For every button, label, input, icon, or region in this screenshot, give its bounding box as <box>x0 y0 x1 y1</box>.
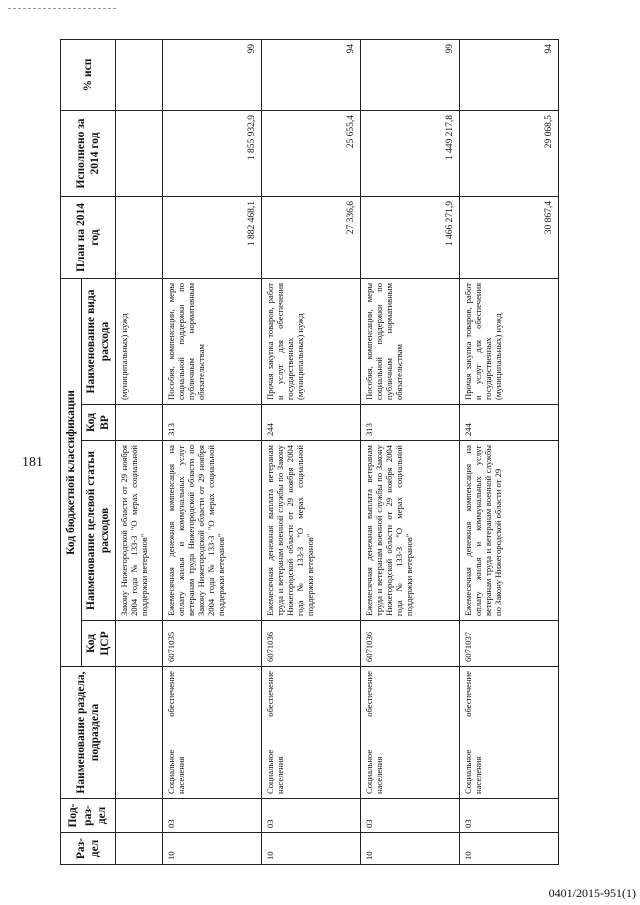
cell-podrazdel: 03 <box>459 799 558 833</box>
table-row <box>261 39 360 864</box>
header-group: Код бюджетной классификации <box>61 278 82 666</box>
cell-kod-csr: 6071036 <box>261 621 360 667</box>
cell-ispolneno: 25 655,4 <box>261 110 360 196</box>
cell-razdel: 10 <box>459 833 558 865</box>
cell-vid: Прочая закупка товаров, работ и услуг для обеспечения государственных (муниципальных) нужд <box>261 278 360 404</box>
cell-empty <box>115 799 162 833</box>
cell-naim-razdela <box>459 667 558 799</box>
cell-empty <box>115 833 162 865</box>
cell-celevaya: Ежемесячная денежная компенсация на оплату жилья и коммунальных услуг ветеранам труда и ветеранам военной службы по Закону Нижегородской области от 29 <box>459 441 558 621</box>
naim-razdela-part: обеспечение <box>462 671 473 717</box>
cell-podrazdel: 03 <box>360 799 459 833</box>
cell-naim-razdela <box>360 667 459 799</box>
table-row <box>162 39 261 864</box>
cell-plan: 1 466 271,9 <box>360 196 459 278</box>
cell-kod-vr: 313 <box>162 405 261 441</box>
header-razdel: Раз-дел <box>61 833 116 865</box>
table-row <box>360 39 459 864</box>
cell-vid: Пособия, компенсации, меры социальной поддержки по публичным нормативным обязательствам <box>360 278 459 404</box>
header-naim-celevoi: Наименование целевой статьи расходов <box>82 441 116 621</box>
cell-kod-vr: 244 <box>261 405 360 441</box>
cell-kod-vr: 313 <box>360 405 459 441</box>
naim-razdela-part: обеспечение <box>363 671 374 717</box>
cell-razdel: 10 <box>162 833 261 865</box>
cell-plan: 27 336,6 <box>261 196 360 278</box>
cell-razdel: 10 <box>261 833 360 865</box>
cell-empty <box>115 110 162 196</box>
cell-plan: 30 867,4 <box>459 196 558 278</box>
header-kod-csr: Код ЦСР <box>82 621 116 667</box>
cell-plan: 1 882 468,1 <box>162 196 261 278</box>
header-ispolneno: Исполнено за 2014 год <box>61 110 116 196</box>
table-row <box>459 39 558 864</box>
top-dashed-rule <box>8 8 116 9</box>
naim-razdela-part: Социальное <box>165 749 176 794</box>
cell-percent: 94 <box>261 39 360 110</box>
cell-podrazdel: 03 <box>162 799 261 833</box>
cell-celevaya: Ежемесячная денежная компенсация на оплату жилья и коммунальных услуг ветеранам труда Нижегородской области по Закону Нижегородской области от 29 ноября 2004 года № 133-З "О мерах социальной поддержки ветеранов" <box>162 441 261 621</box>
header-naim-razdela: Наименование раздела, подраздела <box>61 667 116 799</box>
naim-razdela-part: населения <box>274 756 285 794</box>
naim-razdela-part: обеспечение <box>264 671 275 717</box>
cell-ispolneno: 1 855 932,9 <box>162 110 261 196</box>
cell-empty <box>115 196 162 278</box>
naim-razdela-part: Социальное <box>363 749 374 794</box>
rotated-table-container <box>60 40 610 865</box>
budget-table <box>60 39 559 865</box>
cell-vid: Пособия, компенсации, меры социальной поддержки по публичным нормативным обязательствам <box>162 278 261 404</box>
cell-empty <box>115 39 162 110</box>
header-podrazdel: Под-раз-дел <box>61 799 116 833</box>
cell-podrazdel: 03 <box>261 799 360 833</box>
cell-celevaya: Закону Нижегородской области от 29 ноября 2004 года № 133-З "О мерах социальной поддержки ветеранов" <box>115 441 162 621</box>
table-row-continuation <box>115 39 162 864</box>
naim-razdela-part: населения <box>175 756 186 794</box>
cell-empty <box>115 621 162 667</box>
cell-ispolneno: 1 449 217,8 <box>360 110 459 196</box>
cell-kod-vr: 244 <box>459 405 558 441</box>
cell-naim-razdela <box>162 667 261 799</box>
cell-percent: 99 <box>360 39 459 110</box>
header-naim-vida: Наименование вида расхода <box>82 278 116 404</box>
cell-ispolneno: 29 068,5 <box>459 110 558 196</box>
naim-razdela-part: обеспечение <box>165 671 176 717</box>
header-plan: План на 2014 год <box>61 196 116 278</box>
cell-naim-razdela <box>261 667 360 799</box>
naim-razdela-part: населения <box>373 756 384 794</box>
cell-celevaya: Ежемесячная денежная выплата ветеранам труда и ветеранам военной службы по Закону Нижегородской области от 29 ноября 2004 года № 133-З "О мерах социальной поддержки ветеранов" <box>360 441 459 621</box>
cell-kod-csr: 6071035 <box>162 621 261 667</box>
cell-razdel: 10 <box>360 833 459 865</box>
page-number: 181 <box>22 455 43 470</box>
document-code: 0401/2015-951(1) <box>548 886 636 900</box>
cell-kod-csr: 6071037 <box>459 621 558 667</box>
cell-percent: 99 <box>162 39 261 110</box>
cell-vid: (муниципальных) нужд <box>115 278 162 404</box>
naim-razdela-part: Социальное <box>462 749 473 794</box>
header-kod-vr: Код ВР <box>82 405 116 441</box>
cell-celevaya: Ежемесячная денежная выплата ветеранам труда и ветеранам военной службы по Закону Нижегородской области от 29 ноября 2004 года № 133-З "О мерах социальной поддержки ветеранов" <box>261 441 360 621</box>
cell-empty <box>115 667 162 799</box>
cell-kod-csr: 6071036 <box>360 621 459 667</box>
cell-empty <box>115 405 162 441</box>
cell-percent: 94 <box>459 39 558 110</box>
naim-razdela-part: Социальное <box>264 749 275 794</box>
cell-vid: Прочая закупка товаров, работ и услуг для обеспечения государственных (муниципальных) нужд <box>459 278 558 404</box>
naim-razdela-part: населения <box>472 756 483 794</box>
header-percent: % исп <box>61 39 116 110</box>
